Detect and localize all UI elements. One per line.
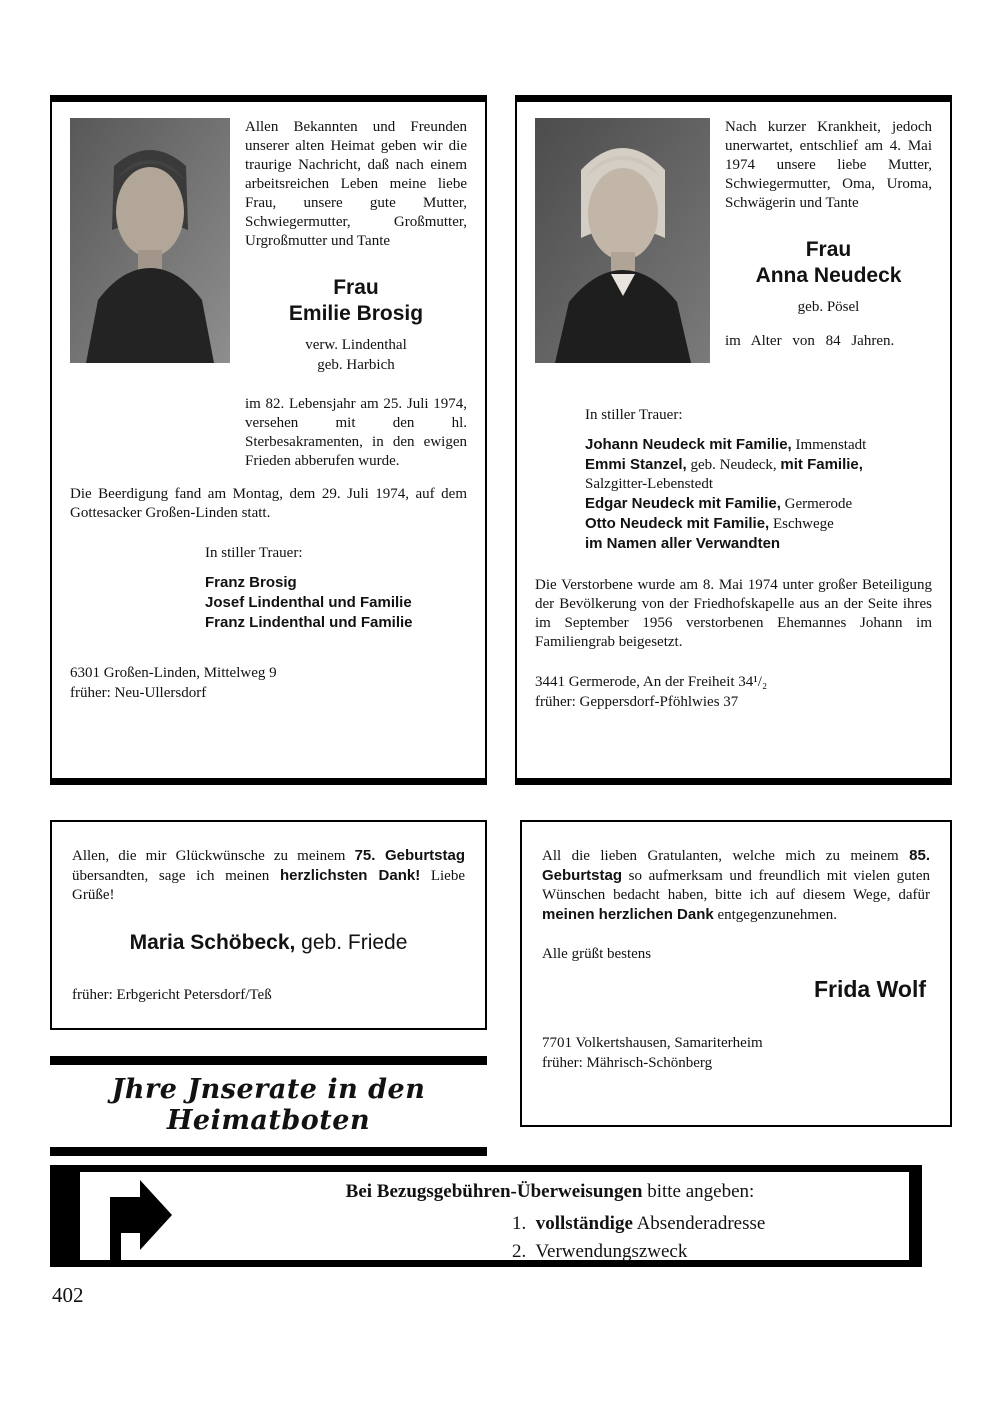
portrait-photo-emilie-brosig (70, 118, 230, 471)
greeting-line: Alle grüßt bestens (542, 946, 652, 962)
address-block (535, 672, 932, 712)
deceased-name: Anna Neudeck (755, 264, 902, 287)
address-line: früher: Mährisch-Schönberg (542, 1055, 713, 1071)
mourners-list (585, 435, 932, 554)
mourner-line: Otto Neudeck mit Familie, Eschwege (585, 515, 834, 532)
notice-item: 2. Verwendungszweck (512, 1241, 688, 1262)
banner-rule-top (50, 1056, 487, 1065)
address-line: früher: Neu-Ullersdorf (70, 685, 207, 701)
deceased-title: Frau (805, 238, 852, 261)
notice-items (512, 1210, 765, 1266)
mourners-list (205, 573, 467, 633)
mourning-label: In stiller Trauer: (205, 545, 303, 561)
banner-text: Jhre Jnserate in den Heimatboten (111, 1074, 426, 1136)
notice-left-block (50, 1172, 80, 1260)
notice-heading: Bei Bezugsgebühren-Überweisungen bitte angeben: (345, 1181, 755, 1202)
notice-right-block (909, 1172, 922, 1260)
burial-note: Die Verstorbene wurde am 8. Mai 1974 unter großer Beteiligung der Bevölkerung von der Friedhofskapelle aus an der Seite ihres im September 1956 verstorbenen Ehemannes Johann im Familiengrab beigesetzt. (535, 577, 932, 650)
burial-note: Die Beerdigung fand am Montag, dem 29. Juli 1974, auf dem Gottesacker Großen-Linden statt. (70, 486, 467, 521)
address-block (70, 663, 467, 703)
address-line: 3441 Germerode, An der Freiheit 34¹/₂ (535, 674, 768, 690)
mourner-name: Josef Lindenthal und Familie (205, 594, 412, 611)
mourner-line: Emmi Stanzel, geb. Neudeck, mit Familie, (585, 456, 863, 473)
portrait-photo-anna-neudeck (535, 118, 710, 363)
notice-item: 1. vollständige Absenderadresse (512, 1213, 766, 1234)
deceased-age-line: im Alter von 84 Jahren. (725, 333, 895, 349)
obituary-body: im 82. Lebensjahr am 25. Juli 1974, versehen mit den hl. Sterbesakramenten, in den ewigen Frieden abberufen wurde. (245, 396, 467, 469)
deceased-subline: geb. Pösel (797, 299, 860, 315)
inserate-banner (50, 1056, 487, 1156)
right-arrow-icon (106, 1177, 176, 1272)
address-line: 6301 Großen-Linden, Mittelweg 9 (70, 665, 277, 681)
congratulation-maria-schoebeck (50, 820, 487, 1030)
deceased-name: Emilie Brosig (288, 302, 424, 325)
obituary-intro: Allen Bekannten und Freunden unserer alten Heimat geben wir die traurige Nachricht, daß nach einem arbeitsreichen Leben meine liebe Frau, unsere gute Mutter, Schwiegermutter, Großmutter, Urgroßmutter und Tante (245, 119, 467, 249)
congrats-name: Frida Wolf (813, 976, 926, 1002)
mourner-line: im Namen aller Verwandten (585, 535, 781, 552)
address-line: früher: Geppersdorf-Pföhlwies 37 (535, 694, 739, 710)
congrats-name-bold: Maria Schöbeck, (129, 931, 296, 954)
deceased-title: Frau (333, 276, 379, 299)
congrats-name (72, 931, 465, 955)
address-block (542, 1033, 930, 1073)
congrats-name-plain: geb. Friede (295, 931, 408, 954)
mourner-line: Edgar Neudeck mit Familie, Germerode (585, 495, 853, 512)
obituary-intro: Nach kurzer Krankheit, jedoch unerwartet, entschlief am 4. Mai 1974 unsere liebe Mutter, Schwiegermutter, Oma, Uroma, Schwägerin und Tante (725, 119, 932, 211)
page-number: 402 (52, 1283, 84, 1307)
obituary-anna-neudeck (515, 95, 952, 785)
congrats-text: Allen, die mir Glückwünsche zu meinem 75. Geburtstag übersandten, sage ich meinen herzlichsten Dank! Liebe Grüße! (72, 847, 465, 903)
mourning-label: In stiller Trauer: (585, 407, 683, 423)
mourner-line: Salzgitter-Lebenstedt (585, 476, 713, 492)
mourner-name: Franz Lindenthal und Familie (205, 614, 413, 631)
congrats-text: All die lieben Gratulanten, welche mich zu meinem 85. Geburtstag so aufmerksam und freundlich mit vielen guten Wünschen bedacht haben, bitte ich auf diesem Wege, dafür meinen herzlichen Dank entgegenzunehmen. (542, 847, 930, 923)
congratulation-frida-wolf (520, 820, 952, 1127)
mourner-line: Johann Neudeck mit Familie, Immenstadt (585, 436, 867, 453)
mourner-name: Franz Brosig (205, 574, 297, 591)
banner-rule-bottom (50, 1147, 487, 1156)
payment-notice (50, 1165, 922, 1267)
deceased-subline: geb. Harbich (317, 357, 395, 373)
deceased-subline: verw. Lindenthal (305, 337, 407, 353)
address-line: 7701 Volkertshausen, Samariterheim (542, 1035, 763, 1051)
obituary-emilie-brosig (50, 95, 487, 785)
address-line: früher: Erbgericht Petersdorf/Teß (72, 987, 272, 1003)
